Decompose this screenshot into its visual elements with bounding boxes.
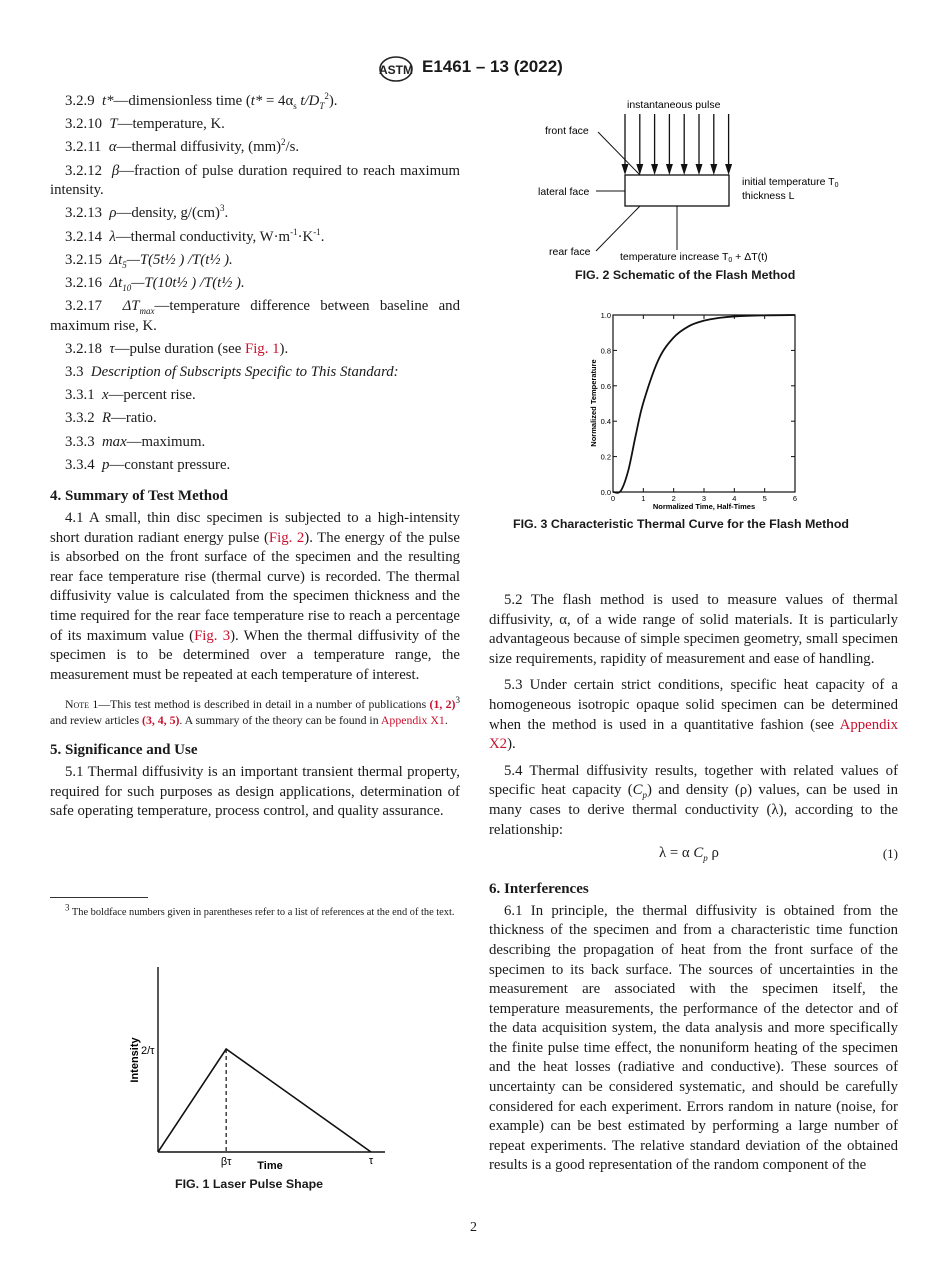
subscript-item: 3.3.1 x—percent rise. — [65, 387, 196, 404]
document-id: E1461 – 13 (2022) — [422, 57, 563, 76]
definition-3-2-13: 3.2.13 ρ—density, g/(cm)$^3$. — [65, 203, 229, 222]
fig2-front-face-label: front face — [545, 125, 589, 137]
x-tick-label: 2 — [671, 494, 676, 503]
x-tick-label: 0 — [610, 494, 616, 503]
section-6-heading: 6. Interferences — [489, 881, 589, 898]
arrow-head-icon — [666, 164, 673, 175]
fig1-peak-label: 2/τ — [141, 1045, 155, 1057]
subscripts-heading: 3.3 Description of Subscripts Specific to This Standard: — [65, 364, 399, 381]
subscript-item: 3.3.2 R—ratio. — [65, 410, 157, 427]
astm-logo-icon — [378, 55, 414, 83]
paragraph-5-1: 5.1 Thermal diffusivity is an important transient thermal property, required for such purposes as design applications, determination of safe operating temperature, process control, and quality assurance. — [50, 763, 460, 820]
fig2-flash-schematic — [520, 92, 850, 267]
fig2-increase-label: temperature increase T0 + ΔT(t) — [620, 251, 768, 264]
page-header — [378, 55, 598, 83]
fig3-curve — [613, 315, 795, 493]
fig1-x-label: Time — [257, 1160, 283, 1172]
fig1-beta-tau-label: βτ — [220, 1156, 232, 1168]
definition-3-2-18: 3.2.18 τ—pulse duration (see Fig. 1). — [65, 340, 289, 357]
fig2-initial-temp-label: initial temperature T0 — [742, 176, 839, 189]
arrow-head-icon — [696, 164, 703, 175]
fig2-thickness-label: thickness L — [742, 190, 795, 202]
arrow-head-icon — [725, 164, 732, 175]
fig2-pulse-arrows — [622, 114, 733, 175]
paragraph-5-3: 5.3 Under certain strict conditions, specific heat capacity of a homogeneous isotropic opaque solid specimen can be determined when the method is used in a quantitative fashion (see Appendix X2). — [489, 677, 898, 753]
footnote-divider — [50, 897, 148, 898]
arrow-head-icon — [636, 164, 643, 175]
fig2-link[interactable]: Fig. 2 — [268, 529, 305, 546]
fig1-y-label: Intensity — [129, 1037, 141, 1083]
fig2-rear-leader — [596, 206, 640, 251]
fig3-x-label: Normalized Time, Half-Times — [652, 502, 756, 511]
fig2-caption: FIG. 2 Schematic of the Flash Method — [575, 268, 796, 282]
appendix-x1-link[interactable]: Appendix X1 — [380, 712, 445, 727]
footnote: $^3$ The boldface numbers given in parentheses refer to a list of references at the end of the text. — [65, 902, 455, 918]
y-tick-label: 0.0 — [600, 488, 611, 497]
definition-3-2-17: 3.2.17 $\Delta T_{max}—temperature$ difference between baseline and maximum rise, K. — [50, 298, 460, 334]
refs-link[interactable]: (3, 4, 5) — [142, 712, 180, 727]
equation-1: λ = α $C_p$ ρ (1) — [659, 845, 898, 864]
fig3-thermal-curve-chart — [580, 305, 820, 515]
y-tick-label: 0.4 — [600, 417, 611, 427]
arrow-head-icon — [622, 164, 629, 175]
fig1-link[interactable]: Fig. 1 — [244, 340, 280, 357]
y-tick-label: 0.2 — [600, 452, 611, 462]
definition-3-2-11: 3.2.11 α—thermal diffusivity, (mm)$^2$/s. — [65, 137, 300, 156]
fig1-pulse-line — [158, 1049, 371, 1152]
subscript-item: 3.3.3 max—maximum. — [65, 433, 206, 450]
paragraph-5-2: 5.2 The flash method is used to measure values of thermal diffusivity, α, of a wide range of solid materials. It is particularly advantageous because of simple specimen geometry, small specimen size requirements, rapidity of measurement and ease of handling. — [489, 592, 898, 667]
definition-3-2-10: 3.2.10 T—temperature, K. — [65, 116, 225, 133]
fig3-caption: FIG. 3 Characteristic Thermal Curve for the Flash Method — [513, 517, 849, 531]
x-tick-label: 1 — [641, 494, 646, 503]
y-tick-label: 0.8 — [600, 346, 611, 356]
svg-text:ASTM: ASTM — [379, 63, 413, 77]
section-5-heading: 5. Significance and Use — [50, 742, 198, 759]
left-column — [50, 92, 460, 822]
section-4-heading: 4. Summary of Test Method — [50, 488, 228, 505]
paragraph-6-1: 6.1 In principle, the thermal diffusivity is obtained from the thickness of the specimen and from a characteristic time function describing the propagation of heat from the front surface of the specimen to its back surface. The sources of uncertainties in the measurement are associated with the specimen itself, the temperature measurements, the performance of the detector and of the data acquisition system, the data analysis and more specifically the finite pulse time effect, the nonuniform heating of the specimen and the heat losses (radiative and conductive). These sources of uncertainty can be considered systematic, and should be carefully considered for each experiment. Errors random in nature (noise, for example) can be best estimated by performing a large number of repeat experiments. The relative standard deviation of the obtained results is a good representation of the random component of the — [489, 902, 898, 1174]
equation-number: (1) — [882, 846, 898, 862]
fig2-pulse-label: instantaneous pulse — [627, 99, 721, 111]
x-tick-label: 4 — [732, 494, 737, 503]
y-tick-label: 0.6 — [600, 381, 611, 391]
fig2-lateral-face-label: lateral face — [538, 186, 590, 198]
definition-3-2-14: 3.2.14 λ—thermal conductivity, $W\cdot m^{-1}\cdot K^{-1}$. — [65, 226, 325, 245]
fig1-laser-pulse-diagram — [110, 955, 410, 1180]
fig3-link[interactable]: Fig. 3 — [194, 627, 231, 644]
fig3-y-label: Normalized Temperature — [589, 359, 598, 447]
paragraph-4-1: 4.1 A small, thin disc specimen is subjected to a high-intensity short duration radiant energy pulse (Fig. 2). The energy of the pulse is absorbed on the front surface of the specimen and the resulting rear face temperature rise (thermal curve) is recorded. The thermal diffusivity value is calculated from the specimen thickness and the time required for the rear face temperature rise to reach a percentage of its maximum value (Fig. 3). When the thermal diffusivity of the specimen is to be determined over a temperature range, the measurement must be repeated at each temperature of interest. — [50, 510, 460, 683]
fig3-plot-frame — [613, 315, 795, 492]
arrow-head-icon — [681, 164, 688, 175]
fig2-rear-face-label: rear face — [549, 246, 591, 258]
arrow-head-icon — [651, 164, 658, 175]
x-tick-label: 6 — [792, 494, 798, 503]
definition-3-2-9: 3.2.9 t*—dimensionless time ($t* = 4\alpha_s$ $t/D_T^2$). — [65, 91, 338, 111]
arrow-head-icon — [710, 164, 717, 175]
y-tick-label: 1.0 — [600, 311, 611, 320]
right-column — [489, 591, 898, 1176]
paragraph-5-4: 5.4 Thermal diffusivity results, together with related values of specific heat capacity $(C_p)$ and density (ρ) values, can be used in many cases to derive thermal conductivity (λ), according to the relationship: — [489, 762, 898, 838]
fig1-tau-label: τ — [368, 1155, 374, 1167]
x-tick-label: 5 — [762, 494, 767, 503]
page-number: 2 — [470, 1220, 477, 1235]
fig2-specimen — [625, 175, 729, 206]
subscript-item: 3.3.4 p—constant pressure. — [65, 456, 231, 473]
definition-3-2-16: 3.2.16 $\Delta t_{10}—T(10t\frac{1}{2}$ ) /T(t½ ). — [65, 274, 245, 293]
note-1: Note 1—This test method is described in detail in a number of publications (1, 2)$^3$ and review articles (3, 4, 5). A summary of the theory can be found in Appendix X1. — [50, 695, 460, 727]
fig2-front-leader — [598, 132, 640, 175]
refs-link[interactable]: (1, 2) — [429, 697, 456, 712]
x-tick-label: 3 — [701, 494, 707, 503]
appendix-x2-link[interactable]: Appendix X2 — [489, 716, 898, 753]
definition-3-2-15: 3.2.15 $\Delta t_5—T(5t\frac{1}{2}$ ) /T(t½ ). — [65, 251, 233, 270]
definition-3-2-12: 3.2.12 β—fraction of pulse duration required to reach maximum intensity. — [50, 162, 460, 199]
fig1-caption: FIG. 1 Laser Pulse Shape — [175, 1177, 324, 1191]
